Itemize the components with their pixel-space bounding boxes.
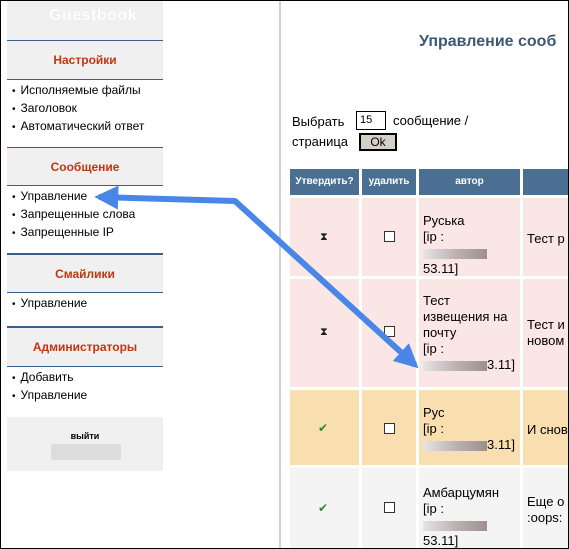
- hourglass-icon[interactable]: ⧗: [320, 325, 328, 338]
- per-page-unit-label-2: страница: [292, 134, 349, 149]
- checkmark-icon[interactable]: ✔: [318, 501, 329, 515]
- author-name: Руська: [423, 213, 465, 228]
- menu-item-forbidden-ip[interactable]: • Запрещенные IP: [7, 224, 163, 242]
- menu-item-smilies-management[interactable]: • Управление: [7, 295, 163, 313]
- menu-item-header[interactable]: • Заголовок: [7, 100, 163, 118]
- brand-logo: Guestbook: [49, 7, 138, 24]
- column-header-author[interactable]: автор: [419, 169, 520, 195]
- page-title: Управление сооб: [419, 33, 557, 50]
- section-title-admins: Администраторы: [32, 340, 138, 354]
- section-title-settings: Настройки: [53, 53, 117, 67]
- checkmark-icon[interactable]: ✔: [318, 421, 329, 435]
- ip-prefix: [ip :: [423, 341, 444, 356]
- message-text: Еще о :oops:: [527, 494, 565, 525]
- column-header-approve[interactable]: Утвердить?: [290, 169, 359, 195]
- author-name: Амбарцумян: [423, 485, 500, 500]
- ip-suffix: 3.11]: [487, 437, 515, 452]
- menu-item-add-admin[interactable]: • Добавить: [7, 369, 163, 387]
- annotation-arrow: [1, 1, 569, 549]
- menu-item-message-management[interactable]: • Управление: [7, 188, 163, 206]
- ip-prefix: [ip :: [423, 229, 444, 244]
- logout-link[interactable]: выйти: [70, 431, 100, 441]
- ip-suffix: 53.11]: [423, 261, 459, 276]
- menu-item-auto-reply[interactable]: • Автоматический ответ: [7, 118, 163, 136]
- double-headed-arrow: [99, 197, 415, 365]
- per-page-label: Выбрать: [292, 114, 345, 129]
- hourglass-icon[interactable]: ⧗: [320, 230, 328, 243]
- author-name: Рус: [423, 405, 445, 420]
- section-title-messages: Сообщение: [50, 160, 120, 174]
- ip-suffix: 3.11]: [487, 357, 515, 372]
- ip-prefix: [ip :: [423, 501, 444, 516]
- per-page-unit-label: сообщение /: [393, 113, 469, 128]
- menu-item-admin-management[interactable]: • Управление: [7, 387, 163, 405]
- menu-item-forbidden-words[interactable]: • Запрещенные слова: [7, 206, 163, 224]
- message-text: Тест р: [527, 231, 565, 246]
- column-header-delete[interactable]: удалить: [362, 169, 416, 195]
- per-page-input[interactable]: 15: [356, 111, 386, 130]
- message-text: И снов: [527, 422, 568, 437]
- menu-item-executable-files[interactable]: • Исполняемые файлы: [7, 82, 163, 100]
- section-title-smilies: Смайлики: [55, 267, 115, 281]
- ok-button[interactable]: Ok: [359, 133, 397, 151]
- author-name: Тест извещения на почту: [423, 293, 508, 340]
- ip-prefix: [ip :: [423, 421, 444, 436]
- ip-suffix: 53.11]: [423, 533, 459, 548]
- message-text: Тест и новом: [527, 317, 565, 348]
